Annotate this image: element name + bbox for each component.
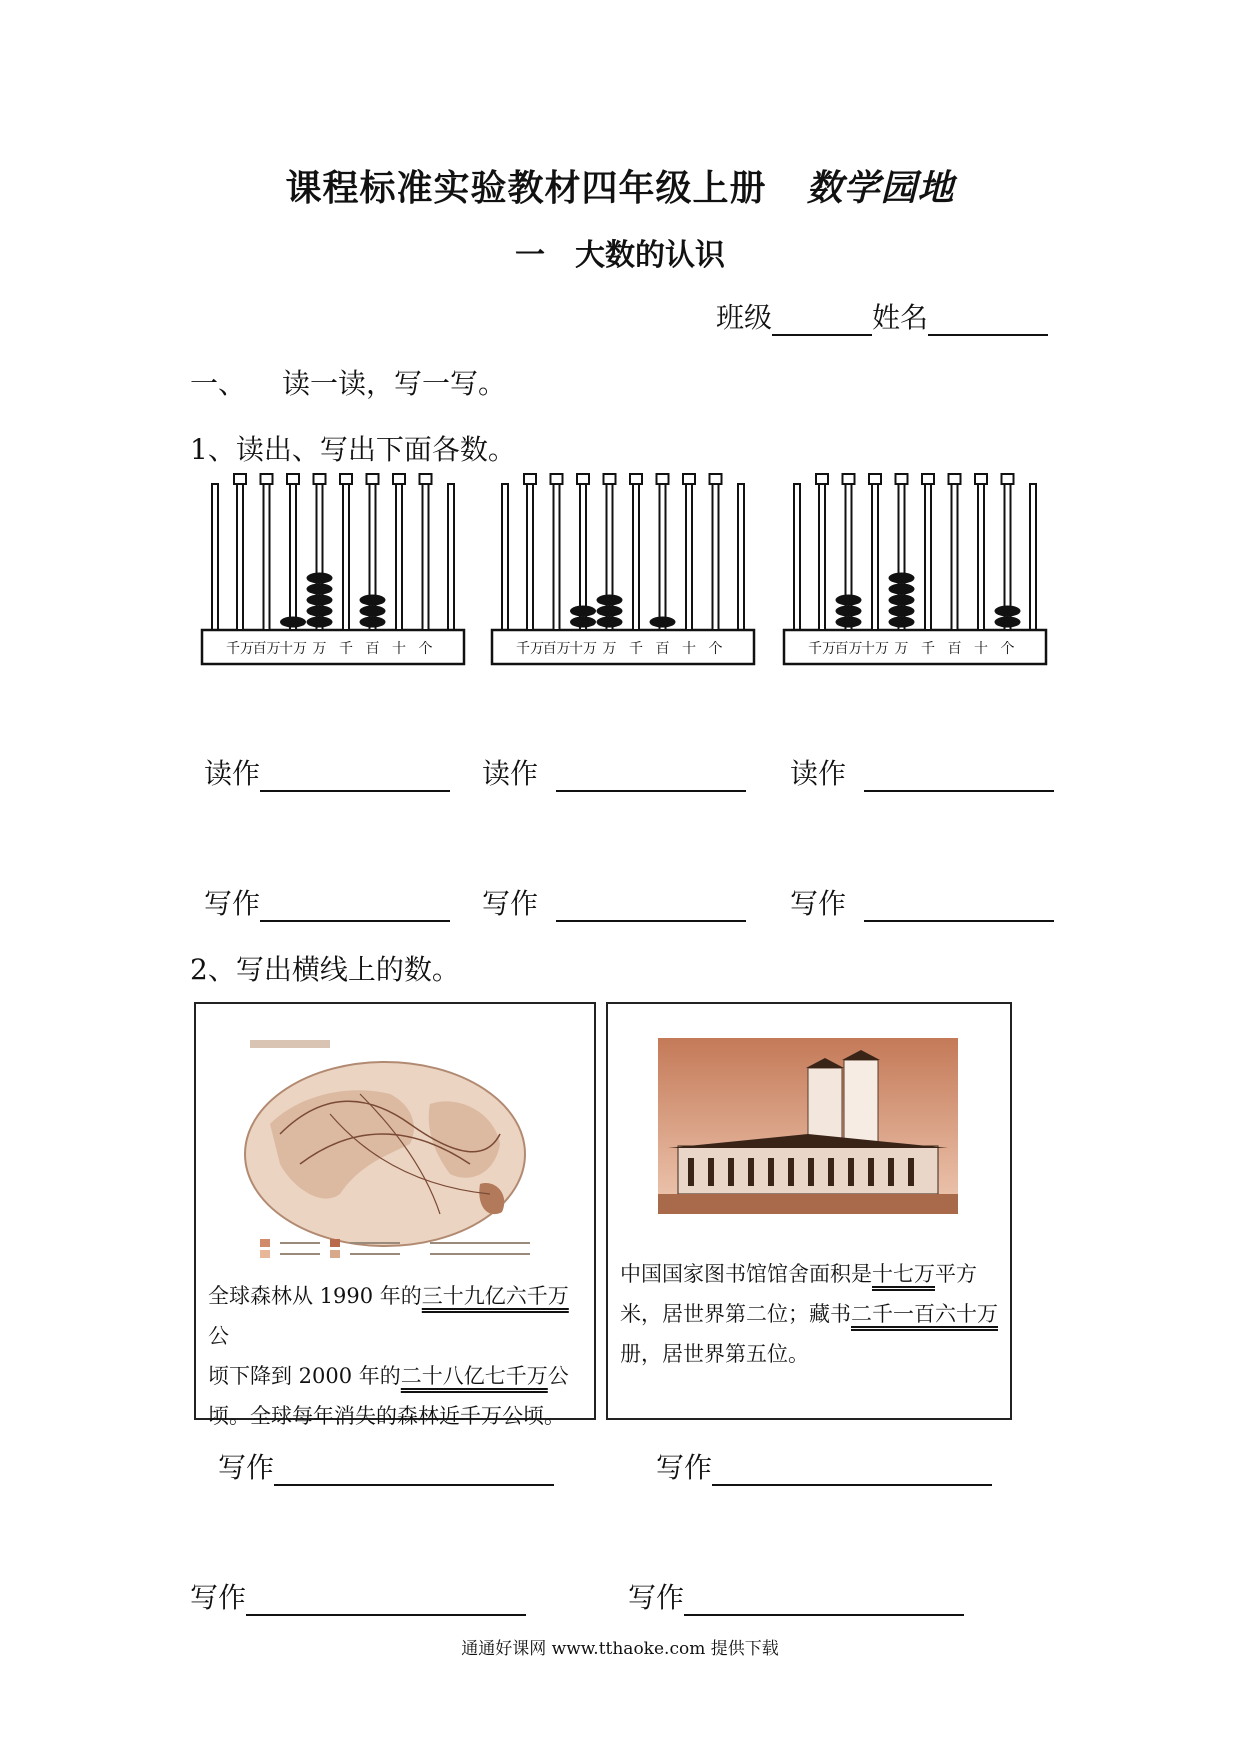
write-row-3 — [790, 882, 1054, 922]
read-label: 读作 — [204, 757, 261, 790]
abacus-rod — [686, 484, 692, 630]
place-value-label: 千万 — [808, 641, 836, 657]
abacus-rod — [423, 484, 429, 630]
place-value-label: 百 — [655, 641, 670, 657]
page-subtitle — [0, 230, 1240, 274]
write-blank-2[interactable] — [556, 919, 746, 922]
rod-cap — [420, 474, 432, 484]
abacus-rod — [819, 484, 825, 630]
write-label: 写作 — [656, 1451, 713, 1484]
rod-cap — [843, 474, 855, 484]
abacus-rod — [237, 484, 243, 630]
abacus-bead — [280, 617, 306, 628]
abacus-rod — [264, 484, 270, 630]
forest-caption: 全球森林从 1990 年的三十九亿六千万公 顷下降到 2000 年的二十八亿七千万公 顷。全球每年消失的森林近千万公顷。 — [208, 1284, 569, 1428]
abacus-bead — [995, 606, 1021, 617]
abacus-bead — [307, 584, 333, 595]
rod-cap — [234, 474, 246, 484]
name-label: 姓名 — [872, 301, 929, 334]
rod-cap — [710, 474, 722, 484]
place-value-label: 千 — [339, 641, 353, 657]
abacus-bead — [889, 617, 915, 628]
abacus-bead — [360, 617, 386, 628]
place-value-label: 十万 — [569, 641, 597, 657]
subtitle-number: 一 — [515, 238, 545, 273]
rod-cap — [896, 474, 908, 484]
place-value-label: 十万 — [861, 641, 889, 657]
class-blank[interactable] — [772, 333, 872, 336]
place-value-label: 千万 — [516, 641, 544, 657]
abacus-bead — [836, 606, 862, 617]
abacus-bead — [889, 584, 915, 595]
card-write-row-3 — [190, 1576, 526, 1616]
abacus-rod — [713, 484, 719, 630]
place-value-label: 个 — [418, 641, 433, 657]
library-caption: 中国国家图书馆馆舍面积是十七万平方 米，居世界第二位；藏书二千一百六十万 册，居世界第五位。 — [620, 1262, 998, 1366]
rod-cap — [949, 474, 961, 484]
underlined-number: 二千一百六十万 — [851, 1302, 998, 1326]
read-blank-1[interactable] — [260, 789, 450, 792]
rod-cap — [551, 474, 563, 484]
rod-cap — [287, 474, 299, 484]
place-value-label: 十 — [682, 641, 696, 657]
abacus-rod — [527, 484, 533, 630]
write-label: 写作 — [204, 887, 261, 920]
rod-cap — [577, 474, 589, 484]
abacus-rod — [872, 484, 878, 630]
place-value-label: 千 — [921, 641, 935, 657]
place-value-label: 个 — [1000, 641, 1015, 657]
page-title — [0, 160, 1240, 211]
footer-credit: 通通好课网 www.tthaoke.com 提供下载 — [461, 1639, 779, 1659]
title-tail: 数学园地 — [806, 168, 955, 209]
abacus-1 — [202, 474, 464, 664]
abacus-bead — [889, 573, 915, 584]
write-label: 写作 — [482, 887, 539, 920]
abacus-bead — [650, 617, 676, 628]
abacus-bead — [597, 606, 623, 617]
rod-cap — [975, 474, 987, 484]
card-write-row-1 — [218, 1446, 554, 1486]
title-main: 课程标准实验教材四年级上册 — [285, 168, 767, 209]
abacus-rod — [290, 484, 296, 630]
abacus-2 — [492, 474, 754, 664]
abacus-bead — [307, 606, 333, 617]
place-value-label: 个 — [708, 641, 723, 657]
class-label: 班级 — [716, 301, 773, 334]
read-label: 读作 — [482, 757, 539, 790]
abacus-bead — [360, 595, 386, 606]
abacus-bead — [307, 573, 333, 584]
abacus-rod — [978, 484, 984, 630]
place-value-label: 百 — [947, 641, 962, 657]
abacus-bead — [570, 617, 596, 628]
place-value-label: 十 — [392, 641, 406, 657]
abacus-bead — [836, 595, 862, 606]
rod-cap — [1002, 474, 1014, 484]
class-name-row — [716, 296, 1048, 336]
abacus-bead — [597, 617, 623, 628]
abacus-bead — [995, 617, 1021, 628]
rod-cap — [816, 474, 828, 484]
place-value-label: 万 — [312, 641, 327, 657]
rod-cap — [869, 474, 881, 484]
write-label: 写作 — [790, 887, 847, 920]
rod-cap — [340, 474, 352, 484]
write-row-2 — [482, 882, 746, 922]
read-row-3 — [790, 752, 1054, 792]
library-photo — [658, 1038, 958, 1214]
read-blank-3[interactable] — [864, 789, 1054, 792]
place-value-label: 十 — [974, 641, 988, 657]
rod-cap — [922, 474, 934, 484]
place-value-label: 万 — [602, 641, 617, 657]
abacus-bead — [889, 595, 915, 606]
read-blank-2[interactable] — [556, 789, 746, 792]
abacus-bead — [597, 595, 623, 606]
read-row-2 — [482, 752, 746, 792]
rod-cap — [393, 474, 405, 484]
abacus-bead — [570, 606, 596, 617]
place-value-label: 万 — [894, 641, 909, 657]
abacus-bead — [307, 595, 333, 606]
world-map-image — [240, 1034, 540, 1264]
read-label: 读作 — [790, 757, 847, 790]
rod-cap — [524, 474, 536, 484]
place-value-label: 千 — [629, 641, 643, 657]
abacus-bead — [307, 617, 333, 628]
rod-cap — [657, 474, 669, 484]
abacus-rod — [925, 484, 931, 630]
write-label: 写作 — [628, 1581, 685, 1614]
abacus-rod — [554, 484, 560, 630]
card-write-blank-1[interactable] — [274, 1483, 554, 1486]
write-label: 写作 — [218, 1451, 275, 1484]
abacus-bead — [836, 617, 862, 628]
card-write-blank-3[interactable] — [246, 1613, 526, 1616]
question-1: 1、读出、写出下面各数。 — [190, 433, 516, 466]
section-number: 一、 — [190, 367, 247, 400]
place-value-label: 百万 — [252, 641, 281, 657]
abacus-rod — [952, 484, 958, 630]
write-label: 写作 — [190, 1581, 247, 1614]
place-value-label: 百万 — [542, 641, 571, 657]
abacus-bead — [360, 606, 386, 617]
rod-cap — [261, 474, 273, 484]
abacus-bead — [889, 606, 915, 617]
abacus-3 — [784, 474, 1046, 664]
abacus-rod — [633, 484, 639, 630]
place-value-label: 百万 — [834, 641, 863, 657]
card-write-blank-2[interactable] — [712, 1483, 992, 1486]
rod-cap — [683, 474, 695, 484]
subtitle-text: 大数的认识 — [575, 238, 725, 273]
place-value-label: 千万 — [226, 641, 254, 657]
underlined-number: 三十九亿六千万 — [421, 1284, 569, 1308]
rod-cap — [604, 474, 616, 484]
write-blank-3[interactable] — [864, 919, 1054, 922]
underlined-number: 十七万 — [872, 1262, 935, 1286]
section-heading-text: 读一读，写一写。 — [282, 367, 507, 400]
rod-cap — [367, 474, 379, 484]
card-write-blank-4[interactable] — [684, 1613, 964, 1616]
forest-card — [194, 1002, 596, 1428]
write-blank-1[interactable] — [260, 919, 450, 922]
abacus-rod — [660, 484, 666, 630]
abacus-rod — [343, 484, 349, 630]
abacus-rod — [396, 484, 402, 630]
rod-cap — [630, 474, 642, 484]
card-write-row-4 — [628, 1576, 964, 1616]
place-value-label: 十万 — [279, 641, 307, 657]
underlined-number: 二十八亿七千万 — [400, 1364, 548, 1388]
library-card — [606, 1002, 1012, 1420]
write-row-1 — [204, 882, 450, 922]
rod-cap — [314, 474, 326, 484]
card-write-row-2 — [656, 1446, 992, 1486]
read-row-1 — [204, 752, 450, 792]
abacus-figures — [0, 470, 1240, 680]
section-heading — [190, 362, 506, 402]
place-value-label: 百 — [365, 641, 380, 657]
name-blank[interactable] — [928, 333, 1048, 336]
question-2: 2、写出横线上的数。 — [190, 953, 460, 986]
